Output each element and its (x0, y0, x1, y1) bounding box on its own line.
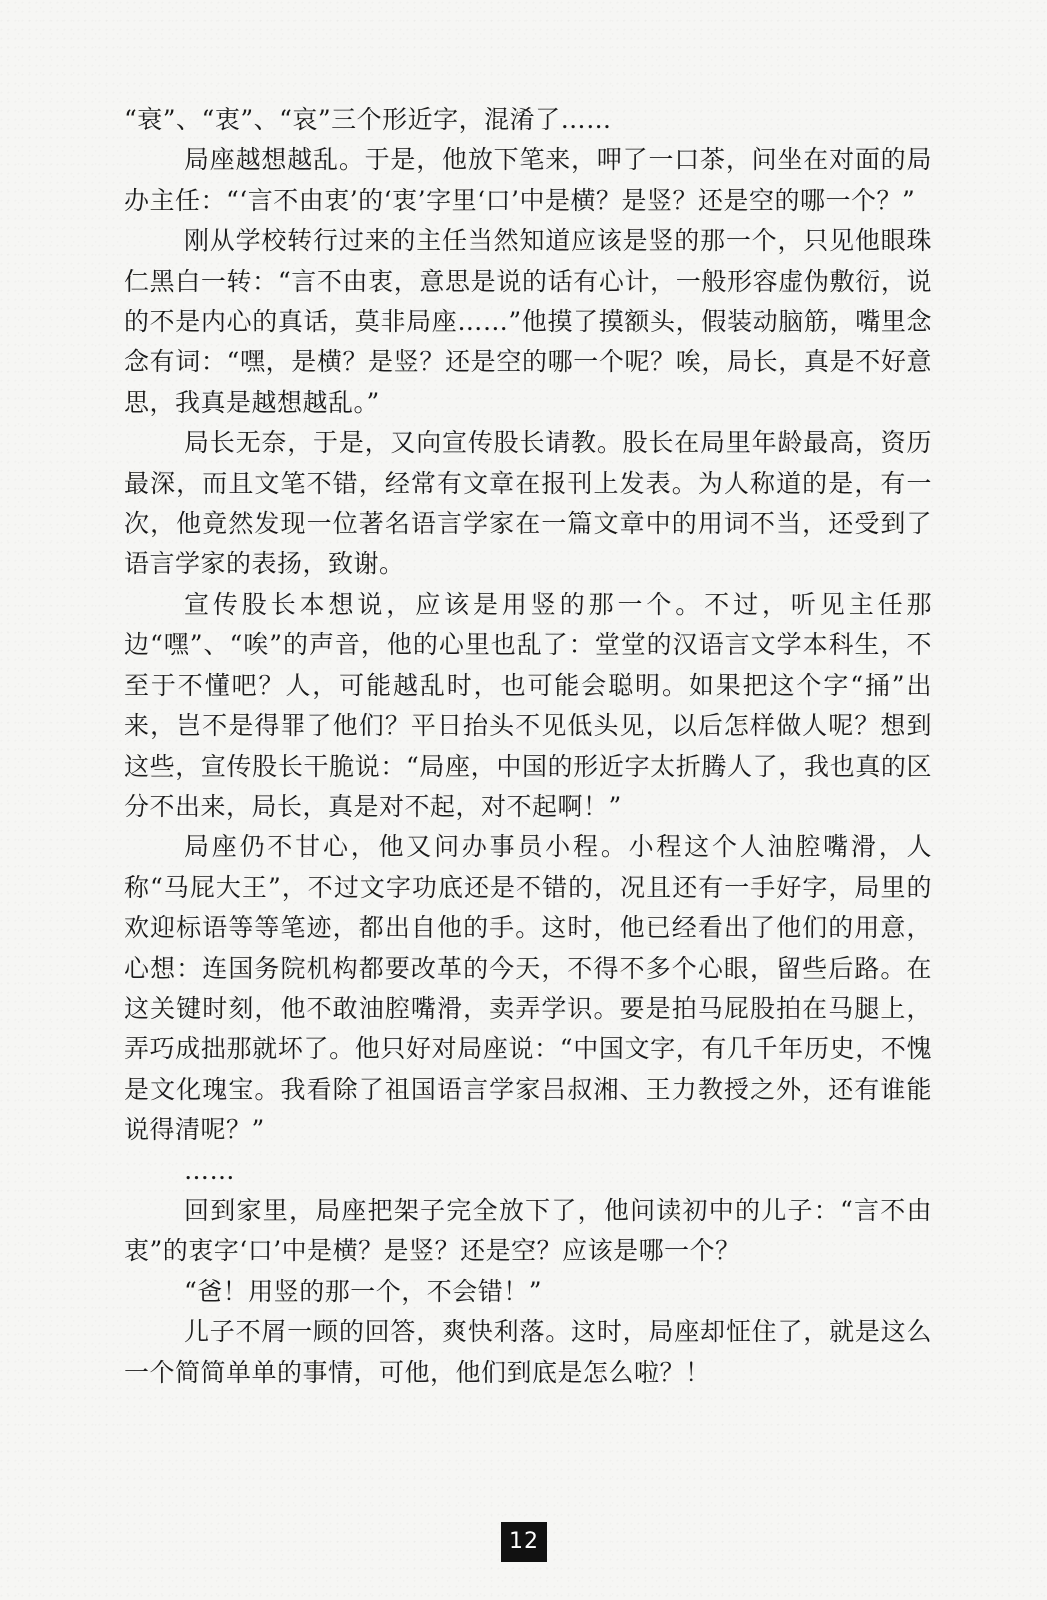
paragraph-4: 局长无奈，于是，又向宣传股长请教。股长在局里年龄最高，资历最深，而且文笔不错，经常有文章在报刊上发表。为人称道的是，有一次，他竟然发现一位著名语言学家在一篇文章中的用词不当，还受到了语言学家的表扬，致谢。 (124, 428, 932, 579)
paragraph-5: 宣传股长本想说，应该是用竖的那一个。不过，听见主任那边“嘿”、“唉”的声音，他的心里也乱了：堂堂的汉语言文学本科生，不至于不懂吧？人，可能越乱时，也可能会聪明。如果把这个字“捅”出来，岂不是得罪了他们？平日抬头不见低头见，以后怎样做人呢？想到这些，宣传股长干脆说：“局座，中国的形近字太折腾人了，我也真的区分不出来，局长，真是对不起，对不起啊！” (124, 589, 932, 821)
page-body (124, 100, 932, 1393)
paragraph-2: 局座越想越乱。于是，他放下笔来，呷了一口茶，问坐在对面的局办主任：“‘言不由衷’的‘衷’字里‘口’中是横？是竖？还是空的哪一个？” (124, 145, 932, 215)
paragraph-3: 刚从学校转行过来的主任当然知道应该是竖的那一个，只见他眼珠仁黑白一转：“言不由衷，意思是说的话有心计，一般形容虚伪敷衍，说的不是内心的真话，莫非局座……”他摸了摸额头，假装动脑筋，嘴里念念有词：“嘿，是横？是竖？还是空的哪一个呢？唉，局长，真是不好意思，我真是越想越乱。” (124, 226, 932, 417)
paragraph-1: “衰”、“衷”、“哀”三个形近字，混淆了…… (124, 105, 612, 134)
ellipsis-line: …… (184, 1155, 235, 1185)
page-number: 12 (501, 1522, 547, 1562)
paragraph-8: “爸！用竖的那一个，不会错！” (184, 1276, 543, 1306)
paragraph-7: 回到家里，局座把架子完全放下了，他问读初中的儿子：“言不由衷”的衷字‘口’中是横？是竖？还是空？应该是哪一个？ (124, 1195, 932, 1266)
paragraph-6: 局座仍不甘心，他又问办事员小程。小程这个人油腔嘴滑，人称“马屁大王”，不过文字功底还是不错的，况且还有一手好字，局里的欢迎标语等等笔迹，都出自他的手。这时，他已经看出了他们的用意，心想：连国务院机构都要改革的今天，不得不多个心眼，留些后路。在这关键时刻，他不敢油腔嘴滑，卖弄学识。要是拍马屁股拍在马腿上，弄巧成拙那就坏了。他只好对局座说：“中国文字，有几千年历史，不愧是文化瑰宝。我看除了祖国语言学家吕叔湘、王力教授之外，还有谁能说得清呢？” (124, 832, 932, 1145)
paragraph-9: 儿子不屑一顾的回答，爽快利落。这时，局座却怔住了，就是这么一个简简单单的事情，可他，他们到底是怎么啦？！ (124, 1317, 932, 1387)
